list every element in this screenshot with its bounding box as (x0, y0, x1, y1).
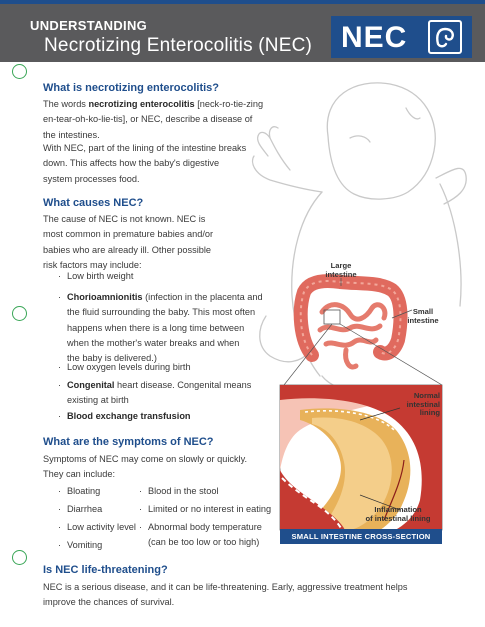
bullet-text: Low activity level (67, 522, 136, 532)
bullet-dot: · (58, 380, 62, 390)
header-kicker: UNDERSTANDING (30, 18, 148, 33)
text-line: down. This affects how the baby's digestive (43, 158, 220, 169)
label-line: of intestinal lining (365, 513, 431, 523)
text-line: most common in premature babies and/or (43, 229, 214, 240)
bullet-text (67, 378, 251, 409)
text-line: babies who are already ill. Other possible (43, 244, 212, 255)
bullet-dot: · (58, 411, 62, 421)
bullet-text (67, 409, 191, 424)
text-line (67, 290, 263, 305)
text-line: when the mother's water breaks and when (67, 337, 240, 348)
label-large-intestine (318, 262, 364, 279)
page-title: Necrotizing Enterocolitis (NEC) (44, 35, 313, 56)
heading-symptoms: What are the symptoms of NEC? (43, 436, 214, 448)
text-line: (can be too low or too high) (148, 537, 260, 548)
bullet-text: Bloating (67, 486, 101, 496)
bullet-text: Diarrhea (67, 504, 103, 514)
bullet-dot: · (139, 486, 143, 496)
bullet-text: Low oxygen levels during birth (67, 362, 191, 372)
bullet-dot: · (58, 292, 62, 302)
text-line (67, 378, 251, 393)
label-line: Normal (413, 391, 440, 400)
bullet-dot: · (58, 486, 62, 496)
text-line: With NEC, part of the lining of the intestine breaks (43, 143, 247, 153)
label-small-intestine (404, 308, 442, 325)
bullet-text: Vomiting (67, 540, 103, 550)
text-line: the baby is delivered.) (67, 353, 157, 364)
bold-term: Congenital (67, 380, 115, 390)
bullet-dot: · (58, 271, 62, 281)
bullet-dot: · (139, 522, 143, 532)
text-span: heart disease. Congenital means (114, 380, 252, 390)
text-span: [neck-ro-tie-zing (194, 99, 264, 109)
small-intestine-loops (320, 305, 385, 367)
bullet-dot: · (58, 504, 62, 514)
bullet-text: Blood in the stool (148, 486, 219, 496)
text-line: system processes food. (43, 173, 140, 184)
bullet-dot: · (58, 540, 62, 550)
label-normal-lining (388, 392, 440, 418)
bold-term: necrotizing enterocolitis (88, 99, 195, 109)
bold-term: Chorioamnionitis (67, 292, 143, 302)
label-line: Inflammation (374, 505, 422, 514)
paragraph-causes (43, 212, 213, 273)
bullet-dot: · (58, 362, 62, 372)
text-line: The cause of NEC is not known. NEC is (43, 214, 206, 224)
bullet-text (148, 520, 262, 551)
badge-label: NEC (341, 21, 408, 54)
text-line: improve the chances of survival. (43, 597, 175, 608)
text-span: The words (43, 99, 89, 109)
heading-what-is-nec: What is necrotizing enterocolitis? (43, 82, 220, 94)
bullet-text: Limited or no interest in eating (148, 504, 272, 514)
label-line: intestine (407, 315, 439, 325)
bullet-dot: · (58, 522, 62, 532)
paragraph-lining (43, 141, 246, 187)
text-line: risk factors may include: (43, 259, 142, 270)
label-line: Large (330, 261, 352, 270)
heading-causes: What causes NEC? (43, 197, 144, 209)
bullet-text (67, 290, 263, 366)
text-line: NEC is a serious disease, and it can be life-threatening. Early, aggressive treatment helps (43, 582, 408, 592)
label-inflammation (356, 506, 440, 523)
bullet-dot: · (139, 504, 143, 514)
text-line: existing at birth (67, 395, 129, 406)
paragraph-life-threatening (43, 580, 407, 611)
caption-text: SMALL INTESTINE CROSS-SECTION (291, 532, 431, 541)
text-line: Abnormal body temperature (148, 522, 262, 532)
label-line: intestine (325, 269, 357, 279)
text-line: Symptoms of NEC may come on slowly or quickly. (43, 454, 248, 464)
text-line: happens when there is a long time between (67, 322, 245, 333)
text-line: the fluid surrounding the baby. This most often (67, 307, 256, 318)
bold-term: Blood exchange transfusion (67, 411, 191, 421)
text-line: They can include: (43, 469, 116, 480)
text-line: the intestines. (43, 129, 100, 140)
paragraph-symptoms (43, 452, 247, 483)
label-line: lining (419, 408, 440, 418)
label-line: Small (412, 307, 434, 316)
paragraph-what-is-nec (43, 97, 263, 143)
heading-life-threatening: Is NEC life-threatening? (43, 564, 168, 576)
bullet-text: Low birth weight (67, 271, 134, 281)
text-line: en-tear-oh-ko-lie-tis], or NEC, describe a disease of (43, 114, 253, 125)
label-line: intestinal (406, 399, 440, 409)
cross-section-caption (280, 529, 442, 544)
text-line (43, 97, 263, 112)
text-span: (infection in the placenta and (142, 292, 263, 302)
